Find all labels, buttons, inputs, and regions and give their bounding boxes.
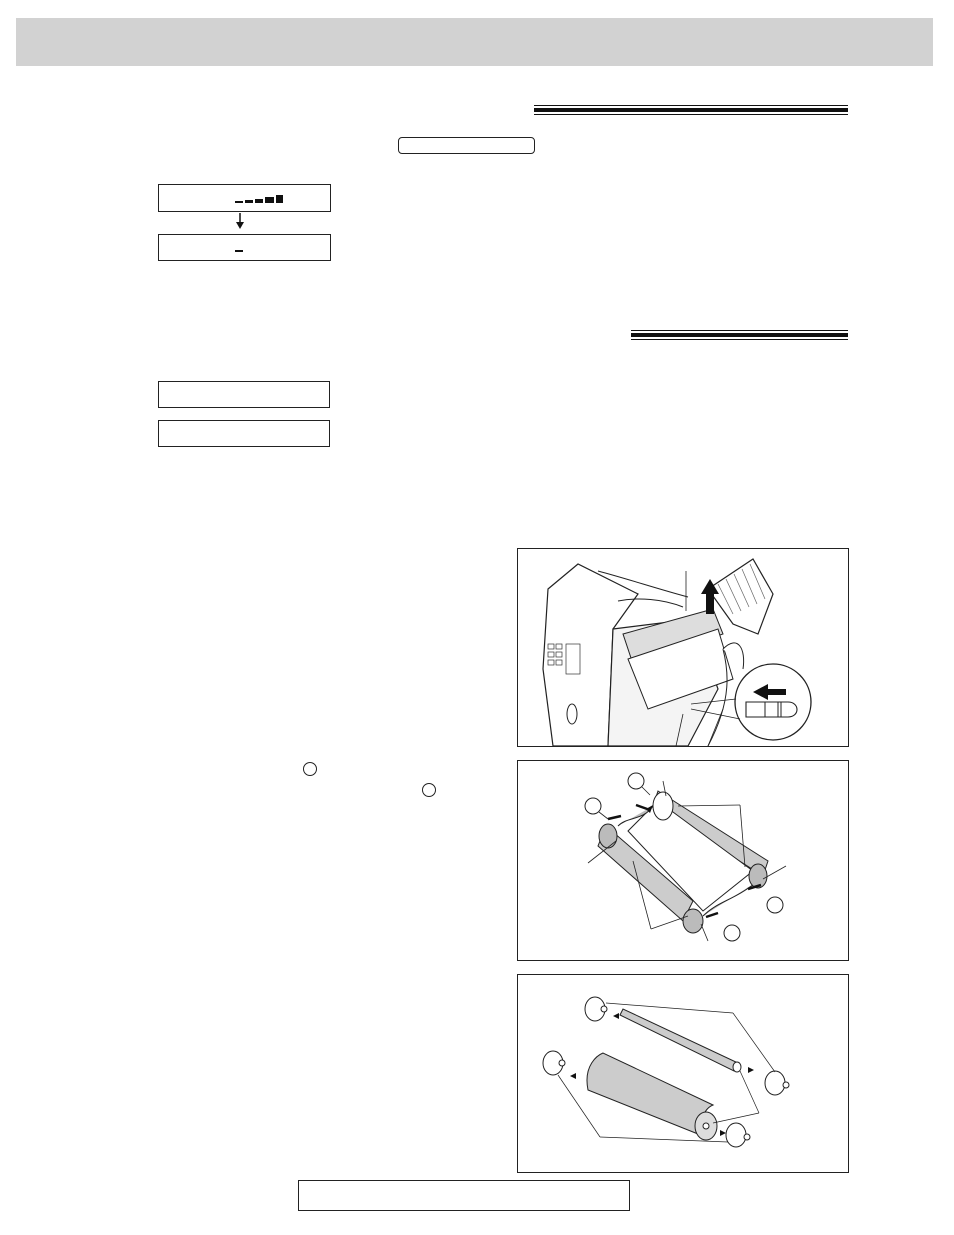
down-arrow-icon bbox=[234, 213, 246, 235]
marker-circle-b bbox=[422, 783, 436, 797]
film-roll-exploded-illustration bbox=[518, 975, 848, 1172]
callout-circle bbox=[724, 925, 740, 941]
callout-circle bbox=[585, 798, 601, 814]
callout-circle bbox=[628, 773, 644, 789]
signal-bar-icon bbox=[235, 250, 243, 252]
lcd-display-2 bbox=[158, 420, 330, 447]
key-button[interactable] bbox=[398, 137, 535, 154]
lcd-display-strong-signal bbox=[158, 184, 331, 212]
figure-film-cartridge bbox=[517, 760, 849, 961]
lcd-display-1 bbox=[158, 381, 330, 408]
lcd-display-weak-signal bbox=[158, 234, 331, 261]
fax-open-cover-illustration bbox=[518, 549, 848, 746]
section-2-heading-rule bbox=[631, 330, 848, 340]
figure-film-roll-exploded bbox=[517, 974, 849, 1173]
callout-circle bbox=[767, 897, 783, 913]
section-1-heading-rule bbox=[534, 105, 848, 115]
film-cartridge-gears-illustration bbox=[518, 761, 848, 960]
signal-bars-icon bbox=[235, 195, 283, 203]
marker-circle-a bbox=[303, 762, 317, 776]
page-header-band bbox=[16, 18, 933, 66]
figure-open-cover bbox=[517, 548, 849, 747]
footer-box bbox=[298, 1180, 630, 1211]
